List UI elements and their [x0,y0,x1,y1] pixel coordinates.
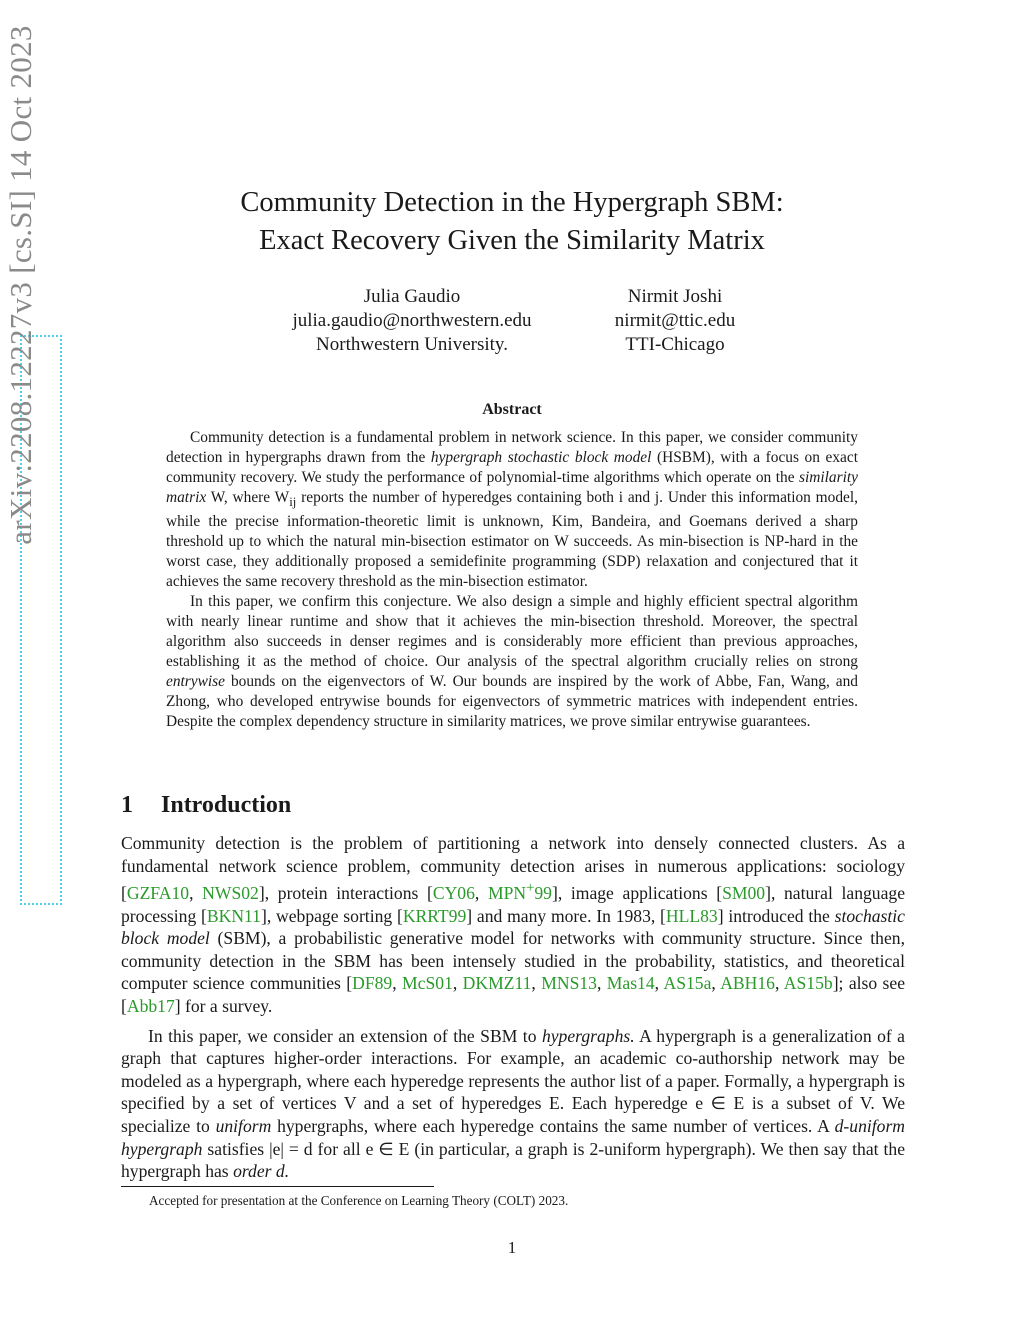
author-name: Julia Gaudio [363,286,461,307]
footnote-rule [121,1186,434,1187]
section-heading [121,792,291,819]
citation-link[interactable]: Mas14 [606,973,655,994]
author-1 [262,285,562,357]
citation-link[interactable]: HLL83 [665,905,718,926]
author-name: Nirmit Joshi [627,286,723,307]
abstract-heading: Abstract [482,401,542,418]
intro-paragraph-1: Community detection is the problem of partitioning a network into densely connected clusters. As a fundamental network science problem, community detection arises in numerous applications: sociology [GZFA10, NWS02], protein interactions [CY06, MPN+99], image applications [SM00], natural language processing [BKN11], webpage sorting [KRRT99] and many more. In 1983, [HLL83] introduced the stochastic block model (SBM), a probabilistic generative model for networks with community structure. Since then, community detection in the SBM has been intensely studied in the probability, statistics, and theoretical computer science communities [DF89, McS01, DKMZ11, MNS13, Mas14, AS15a, ABH16, AS15b]; also see [Abb17] for a survey. [121,833,906,1017]
page-number: 1 [507,1238,517,1257]
citation-link[interactable]: GZFA10 [126,883,190,904]
author-2 [575,285,775,357]
citation-link[interactable]: DF89 [352,973,393,994]
abstract-paragraph-2: In this paper, we confirm this conjecture. We also design a simple and highly efficient spectral algorithm with nearly linear runtime and show that it achieves the min-bisection threshold. Moreover, the spectral algorithm also succeeds in denser regimes and is considerably more efficient than previous approaches, establishing it as the method of choice. Our analysis of the spectral algorithm crucially relies on strong entrywise bounds on the eigenvectors of W. Our bounds are inspired by the work of Abbe, Fan, Wang, and Zhong, who developed entrywise bounds for eigenvectors of symmetric matrices with independent entries. Despite the complex dependency structure in similarity matrices, we prove similar entrywise guarantees. [166,593,858,731]
citation-link[interactable]: Abb17 [126,996,175,1017]
citation-link[interactable]: McS01 [402,973,453,994]
citation-link[interactable]: NWS02 [202,883,259,904]
citation-link[interactable]: CY06 [432,883,475,904]
citation-link[interactable]: BKN11 [206,905,261,926]
author-affiliation: TTI-Chicago [625,334,725,355]
abstract-body [166,428,858,732]
title-line-2: Exact Recovery Given the Similarity Matrix [259,225,765,256]
author-affiliation: Northwestern University. [316,334,508,355]
abstract-paragraph-1: Community detection is a fundamental problem in network science. In this paper, we consider community detection in hypergraphs drawn from the hypergraph stochastic block model (HSBM), with a focus on exact community recovery. We study the performance of polynomial-time algorithms which operate on the similarity matrix W, where $W_{ij}$ reports the number of hyperedges containing both i and j. Under this information model, while the precise information-theoretic limit is unknown, Kim, Bandeira, and Goemans derived a sharp threshold up to which the natural min-bisection estimator on W succeeds. As min-bisection is NP-hard in the worst case, they additionally proposed a semidefinite programming (SDP) relaxation and conjectured that it achieves the same recovery threshold as the min-bisection estimator. [166,429,859,591]
author-email: nirmit@ttic.edu [614,310,736,331]
citation-link[interactable]: ABH16 [720,973,775,994]
paper-title [0,184,1024,260]
citation-link[interactable]: MPN+99 [487,880,552,904]
intro-paragraph-2: In this paper, we consider an extension of the SBM to hypergraphs. A hypergraph is a generalization of a graph that captures higher-order interactions. For example, an academic co-authorship network may be modeled as a hypergraph, where each hyperedge represents the author list of a paper. Formally, a hypergraph is specified by a set of vertices V and a set of hyperedges E. Each hyperedge e ∈ E is a subset of V. We specialize to uniform hypergraphs, where each hyperedge contains the same number of vertices. A d-uniform hypergraph satisfies |e| = d for all e ∈ E (in particular, a graph is 2-uniform hypergraph). We then say that the hypergraph has order d. [121,1025,905,1182]
citation-link[interactable]: AS15b [783,973,833,994]
citation-link[interactable]: AS15a [663,973,712,994]
section-title: Introduction [161,792,292,818]
citation-link[interactable]: MNS13 [541,973,597,994]
citation-link[interactable]: KRRT99 [402,905,467,926]
section-number: 1 [121,792,133,818]
intro-body [121,832,905,1183]
footnote: Accepted for presentation at the Conference on Learning Theory (COLT) 2023. [149,1193,569,1208]
title-line-1: Community Detection in the Hypergraph SBM: [240,187,784,218]
citation-link[interactable]: SM00 [722,883,766,904]
arxiv-stamp: arXiv:2208.12227v3 [cs.SI] 14 Oct 2023 [3,25,38,545]
citation-link[interactable]: DKMZ11 [462,973,532,994]
author-email: julia.gaudio@northwestern.edu [292,310,532,331]
